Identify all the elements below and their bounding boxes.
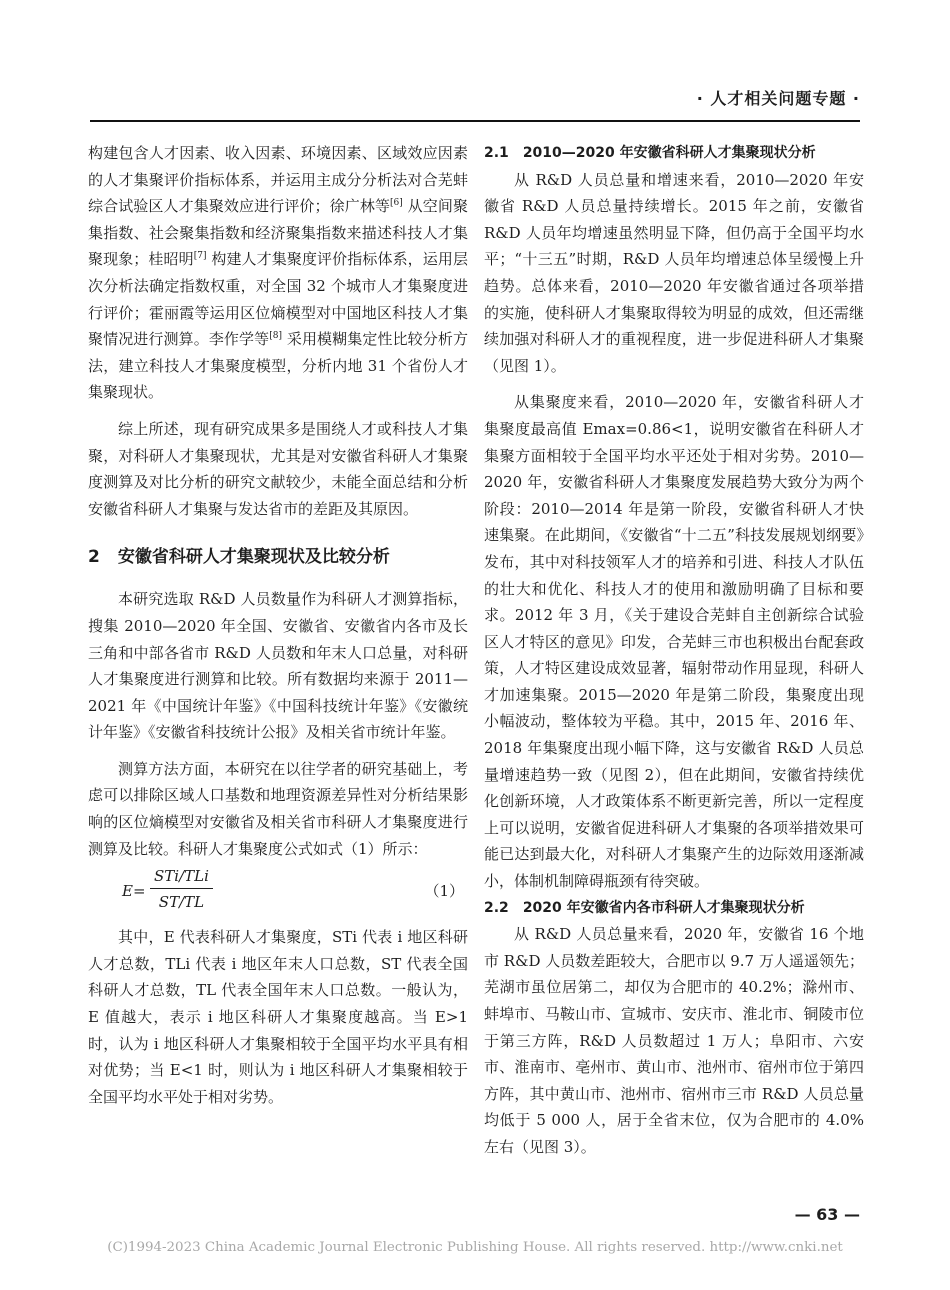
subsection-heading-2-2	[484, 895, 864, 922]
paragraph-city-comparison: 从 R&D 人员总量来看，2020 年，安徽省 16 个地市 R&D 人员数差距较大，合肥市以 9.7 万人遥遥领先；芜湖市虽位居第二，却仅为合肥市的 40.2%；滁州市、蚌埠市、马鞍山市、宣城市、安庆市、淮北市、铜陵市位于第三方阵，R&D 人员数超过 1 万人；阜阳市、六安市、淮南市、亳州市、黄山市、池州市、宿州市位于第四方阵，其中黄山市、池州市、宿州市三市 R&D 人员总量均低于 5 000 人，居于全省末位，仅为合肥市的 4.0% 左右（见图 3）。	[484, 925, 864, 1156]
paragraph-variable-definitions: 其中，E 代表科研人才集聚度，STi 代表 i 地区科研人才总数，TLi 代表 i 地区年末人口总数，ST 代表全国科研人才总数，TL 代表全国年末人口总数。一般认为，E 值越大，表示 i 地区科研人才集聚度越高。当 E>1 时，认为 i 地区科研人才集聚相较于全国平均水平具有相对优势；当 E<1 时，则认为 i 地区科研人才集聚相较于全国平均水平处于相对劣势。	[88, 928, 468, 1106]
formula-fraction	[150, 864, 213, 915]
page-number: — 63 —	[794, 1205, 860, 1224]
header-rule	[90, 120, 860, 122]
paragraph-method: 测算方法方面，本研究在以往学者的研究基础上，考虑可以排除区域人口基数和地理资源差异性对分析结果影响的区位熵模型对安徽省及相关省市科研人才集聚度进行测算及比较。科研人才集聚度公式如式（1）所示：	[88, 759, 468, 858]
subsection-number: 2.1	[484, 145, 509, 161]
text-run: 从空间聚集指数、社会聚集指数和经济聚集指数来描述科技人才集聚现象；桂昭明	[88, 197, 468, 269]
formula-1	[88, 864, 468, 918]
formula-denominator: ST/TL	[158, 893, 205, 912]
formula-lhs: E=	[122, 882, 146, 901]
text-run: 采用模糊集定性比较分析方法，建立科技人才集聚度模型，分析内地 31 个省份人才集聚现状。	[88, 330, 468, 402]
section-number: 2	[88, 547, 100, 568]
section-title: 安徽省科研人才集聚现状及比较分析	[117, 547, 390, 568]
paragraph-data-source: 本研究选取 R&D 人员数量作为科研人才测算指标，搜集 2010—2020 年全国、安徽省、安徽省内各市及长三角和中部各省市 R&D 人员数和年末人口总量，对科研人才集聚度进行测算和比较。所有数据均来源于 2011—2021 年《中国统计年鉴》《中国科技统计年鉴》《安徽统计年鉴》《安徽省科技统计公报》及相关省市统计年鉴。	[88, 590, 468, 742]
subsection-title: 2020 年安徽省内各市科研人才集聚现状分析	[522, 899, 805, 916]
subsection-number: 2.2	[484, 899, 509, 916]
text-run: 构建包含人才因素、收入因素、环境因素、区域效应因素的人才集聚评价指标体系，并运用主成分分析法对合芜蚌综合试验区人才集聚效应进行评价；徐广林等	[88, 144, 468, 216]
left-column	[88, 140, 468, 1110]
equation-number: （1）	[424, 882, 464, 901]
paragraph-literature-review	[88, 140, 468, 406]
paragraph-summary: 综上所述，现有研究成果多是围绕人才或科技人才集聚，对科研人才集聚现状，尤其是对安徽省科研人才集聚度测算及对比分析的研究文献较少，未能全面总结和分析安徽省科研人才集聚与发达省市的差距及其原因。	[88, 419, 468, 518]
formula-numerator: STi/TLi	[150, 864, 213, 889]
subsection-heading-2-1	[484, 140, 864, 167]
right-column	[484, 140, 864, 1161]
running-head: · 人才相关问题专题 ·	[696, 89, 860, 108]
citation-ref: [7]	[193, 251, 207, 262]
paragraph-agglomeration: 从集聚度来看，2010—2020 年，安徽省科研人才集聚度最高值 Emax=0.86<1，说明安徽省在科研人才集聚方面相较于全国平均水平还处于相对劣势。2010—2020 年，安徽省科研人才集聚度发展趋势大致分为两个阶段：2010—2014 年是第一阶段，安徽省科研人才快速集聚。在此期间，《安徽省“十二五”科技发展规划纲要》发布，其中对科技领军人才的培养和引进、科技人才队伍的壮大和优化、科技人才的使用和激励明确了目标和要求。2012 年 3 月，《关于建设合芜蚌自主创新综合试验区人才特区的意见》印发，合芜蚌三市也积极出台配套政策，人才特区建设成效显著，辐射带动作用显现，科研人才加速集聚。2015—2020 年是第二阶段，集聚度出现小幅波动，整体较为平稳。其中，2015 年、2016 年、2018 年集聚度出现小幅下降，这与安徽省 R&D 人员总量增速趋势一致（见图 2），但在此期间，安徽省持续优化创新环境，人才政策体系不断更新完善，所以一定程度上可以说明，安徽省促进科研人才集聚的各项举措效果可能已达到最大化，对科研人才集聚产生的边际效用逐渐减小，体制机制障碍瓶颈有待突破。	[484, 393, 864, 891]
subsection-title: 2010—2020 年安徽省科研人才集聚现状分析	[522, 145, 816, 161]
citation-ref: [8]	[269, 331, 282, 342]
text-run: 构建人才集聚度评价指标体系，运用层次分析法确定指数权重，对全国 32 个城市人才集聚度进行评价；霍丽霞等运用区位熵模型对中国地区科技人才集聚情况进行测算。李作学等	[88, 250, 468, 349]
section-heading	[88, 544, 468, 570]
paragraph-rd-total: 从 R&D 人员总量和增速来看，2010—2020 年安徽省 R&D 人员总量持续增长。2015 年之前，安徽省 R&D 人员年均增速虽然明显下降，但仍高于全国平均水平；“十三五”时期，R&D 人员年均增速总体呈缓慢上升趋势。总体来看，2010—2020 年安徽省通过各项举措的实施，使科研人才集聚取得较为明显的成效，但还需继续加强对科研人才的重视程度，进一步促进科研人才集聚（见图 1）。	[484, 170, 864, 375]
citation-ref: [6]	[390, 198, 403, 209]
copyright-watermark: (C)1994-2023 China Academic Journal Electronic Publishing House. All rights reserved. http://www.cnki.net	[107, 1240, 843, 1255]
